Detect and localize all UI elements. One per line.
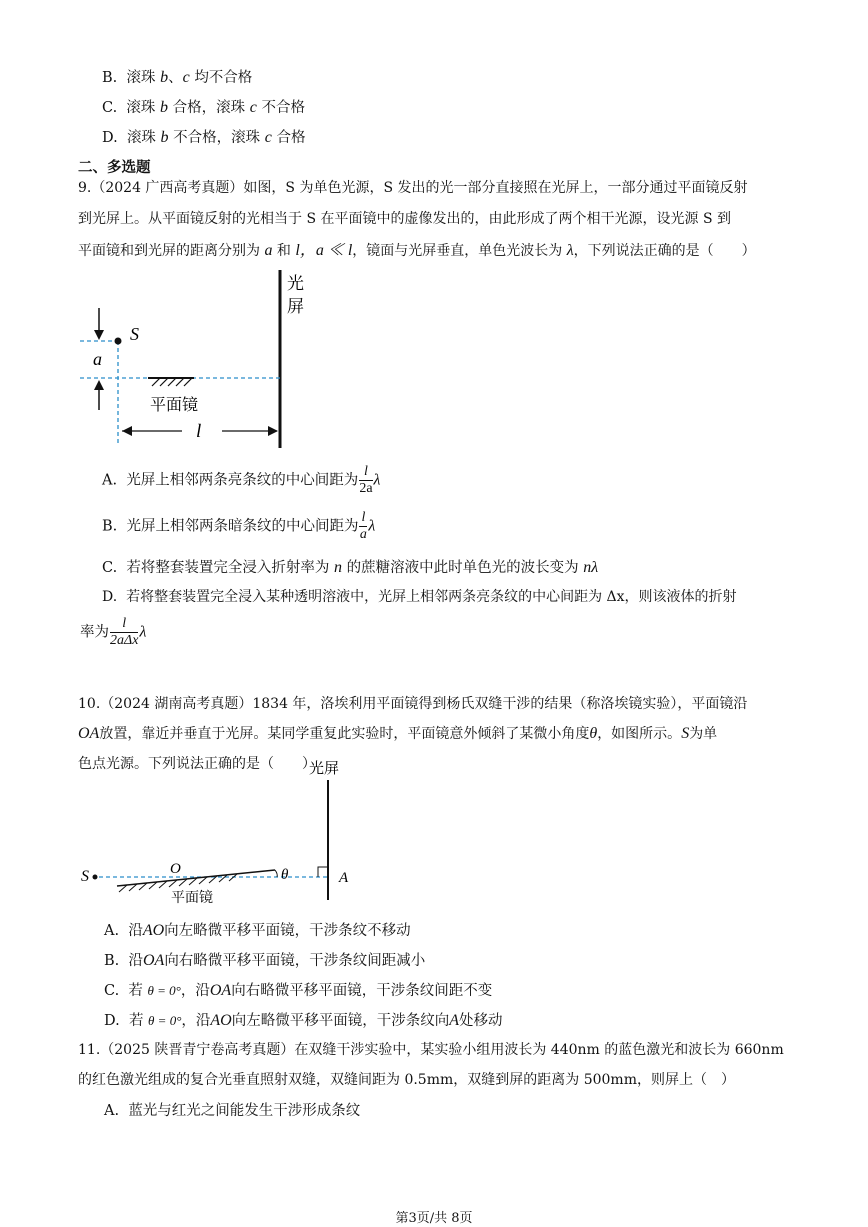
- fraction: $\frac{l}{a}$: [359, 510, 367, 542]
- section-title: 二、多选题: [78, 159, 151, 176]
- l-label: l: [196, 421, 202, 442]
- a-arrowhead-bottom: [94, 380, 104, 390]
- q9-option-a: A. 光屏上相邻两条亮条纹的中心间距为 $\frac{l}{2a}$ λ: [102, 464, 381, 496]
- q9-stem-line3: 平面镜和到光屏的距离分别为 a 和 l，a ≪ l，镜面与光屏垂直，单色光波长为 λ，下列说法正确的是（ ）: [78, 242, 756, 259]
- l-arrowhead-left: [122, 426, 132, 436]
- mirror-label: 平面镜: [171, 891, 213, 906]
- q9-option-b: B. 光屏上相邻两条暗条纹的中心间距为 $\frac{l}{a}$ λ: [102, 510, 376, 542]
- source-point: [93, 875, 98, 880]
- screen-label-2: 屏: [287, 297, 304, 316]
- q9-option-d-line2: 率为 $\frac{l}{\text{2aΔx}}$ λ: [80, 616, 147, 648]
- q10-figure: [75, 755, 365, 910]
- fraction: $\frac{l}{\text{2aΔx}}$: [110, 616, 139, 648]
- q10-option-d: D. 若 θ = 0°，沿AO向左略微平移平面镜，干涉条纹向A处移动: [104, 1012, 503, 1029]
- s-label: S: [81, 868, 89, 885]
- q8-option-d: D. 滚珠 b 不合格，滚珠 c 合格: [102, 129, 306, 146]
- q11-stem-line1: 11.（2025 陕晋青宁卷高考真题）在双缝干涉实验中，某实验小组用波长为 440nm 的蓝色激光和波长为 660nm: [78, 1042, 784, 1058]
- q8-option-c: C. 滚珠 b 合格，滚珠 c 不合格: [102, 99, 305, 116]
- mirror-hatching: [152, 378, 192, 386]
- q9-stem-line1: 9.（2024 广西高考真题）如图，S 为单色光源，S 发出的光一部分直接照在光屏上，一部分通过平面镜反射: [78, 180, 748, 196]
- right-angle-mark: [318, 867, 328, 877]
- q11-stem-line2: 的红色激光组成的复合光垂直照射双缝，双缝间距为 0.5mm，双缝到屏的距离为 500mm，则屏上（ ）: [78, 1072, 735, 1088]
- o-label: O: [170, 861, 181, 877]
- q10-option-b: B. 沿OA向右略微平移平面镜，干涉条纹间距减小: [104, 952, 426, 969]
- theta-label: θ: [281, 867, 289, 883]
- q11-option-a: A. 蓝光与红光之间能发生干涉形成条纹: [104, 1103, 361, 1119]
- fraction: $\frac{l}{2a}$: [359, 464, 373, 496]
- q9-option-c: C. 若将整套装置完全浸入折射率为 n 的蔗糖溶液中此时单色光的波长变为 nλ: [102, 559, 599, 576]
- q9-stem-line2: 到光屏上。从平面镜反射的光相当于 S 在平面镜中的虚像发出的，由此形成了两个相干光源，设光源 S 到: [78, 211, 731, 227]
- q10-stem-line2: OA放置，靠近并垂直于光屏。某同学重复此实验时，平面镜意外倾斜了某微小角度θ，如图所示。S为单: [78, 725, 718, 742]
- q8-option-b: B. 滚珠 b、c 均不合格: [102, 69, 253, 86]
- q10-option-a: A. 沿AO向左略微平移平面镜，干涉条纹不移动: [104, 922, 411, 939]
- q9-option-d: D. 若将整套装置完全浸入某种透明溶液中，光屏上相邻两条亮条纹的中心间距为 Δx，则该液体的折射: [102, 589, 737, 605]
- a-label: A: [339, 870, 349, 886]
- q9-figure: [70, 262, 340, 457]
- q10-stem-line1: 10.（2024 湖南高考真题）1834 年，洛埃利用平面镜得到杨氏双缝干涉的结果（称洛埃镜实验），平面镜沿: [78, 696, 748, 712]
- q10-stem-line3: 色点光源。下列说法正确的是（ ）: [78, 756, 316, 772]
- q10-option-c: C. 若 θ = 0°，沿OA向右略微平移平面镜，干涉条纹间距不变: [104, 982, 493, 999]
- screen-label-1: 光: [287, 274, 304, 293]
- mirror-label: 平面镜: [150, 397, 199, 414]
- tilted-mirror: [117, 870, 275, 886]
- source-label: S: [130, 324, 139, 344]
- a-label: a: [93, 349, 102, 369]
- l-arrowhead-right: [268, 426, 278, 436]
- source-point: [115, 338, 122, 345]
- a-arrowhead-top: [94, 330, 104, 340]
- screen-label: 光屏: [309, 761, 340, 777]
- angle-arc: [275, 870, 277, 877]
- page-footer: 第3页/共 8页: [395, 1211, 473, 1226]
